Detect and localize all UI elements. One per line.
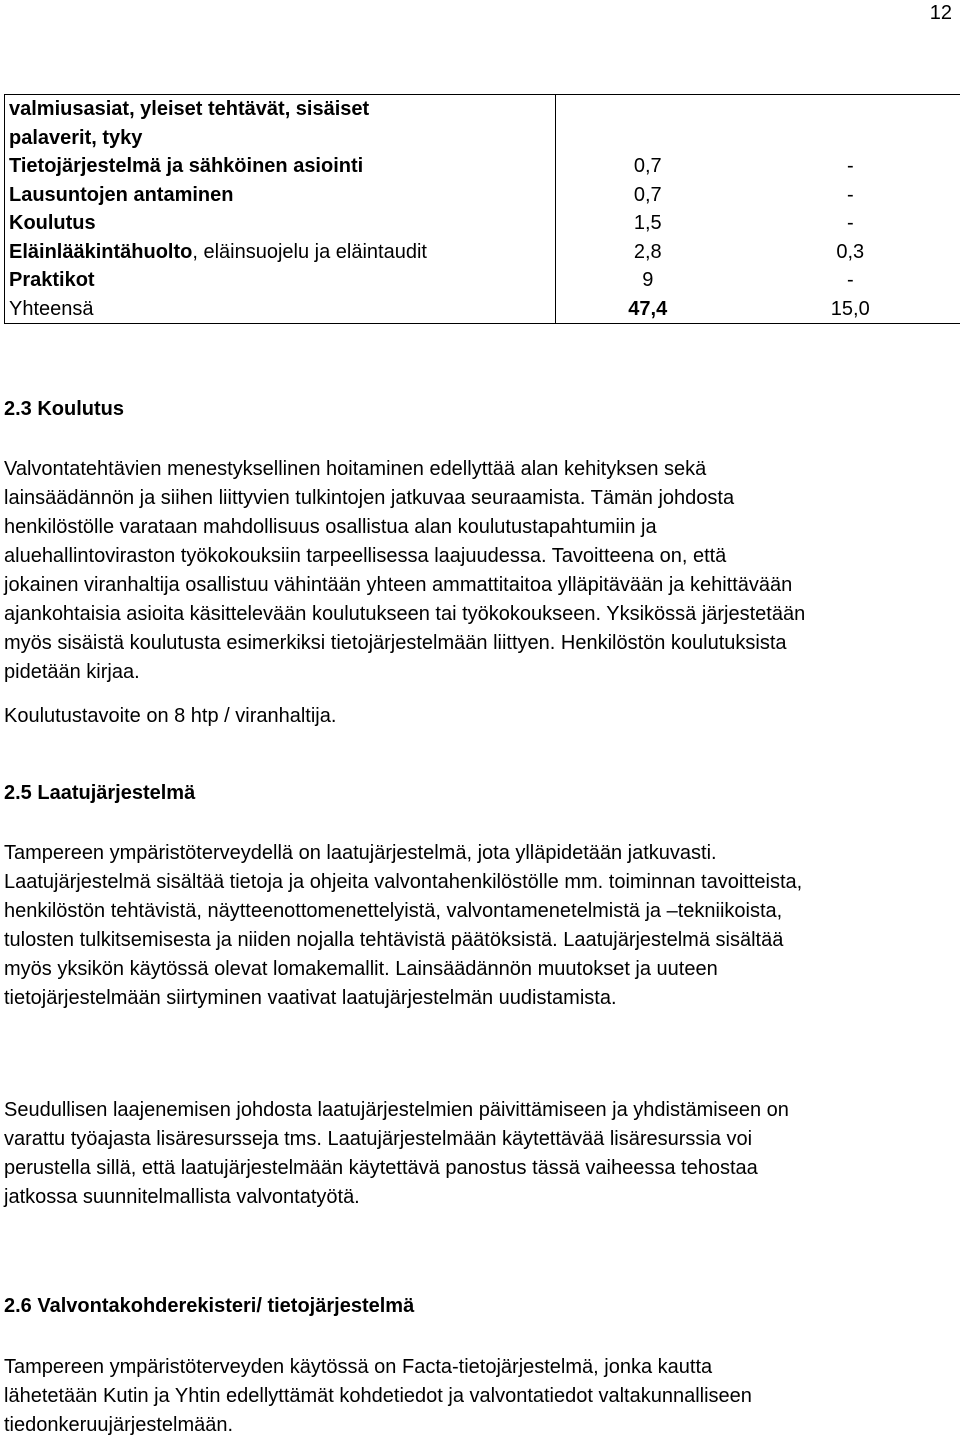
laajeneminen-paragraph: Seudullisen laajenemisen johdosta laatujärjestelmien päivittämiseen ja yhdistämiseen on varattu työajasta lisäresursseja tms. Laatujärjestelmään käytettävää lisäresurssia voi perustella sillä, että laatujärjestelmään käytettävä panostus tässä vaiheessa tehostaa jatkossa suunnitelmallista valvontatyötä.: [4, 1096, 952, 1212]
resource-table: [4, 94, 960, 324]
table-values-row: 2,8 0,3: [556, 238, 960, 267]
section-heading-laatujarjestelma: 2.5 Laatujärjestelmä: [4, 780, 195, 806]
koulutus-paragraph: Valvontatehtävien menestyksellinen hoitaminen edellyttää alan kehityksen sekä lainsäädännön ja siihen liittyvien tulkintojen jatkuvaa seuraamista. Tämän johdosta henkilöstölle varataan mahdollisuus osallistua alan koulutustapahtumiin ja aluehallintoviraston työkokouksiin tarpeellisessa laajuudessa. Tavoitteena on, että jokainen viranhaltija osallistuu vähintään yhteen ammattitaitoa ylläpitävään ja kehittävään ajankohtaisia asioita käsittelevään koulutukseen tai työkokoukseen. Yksikössä järjestetään myös sisäistä koulutusta esimerkiksi tietojärjestelmään liittyen. Henkilöstön koulutuksista pidetään kirjaa.: [4, 455, 952, 687]
laatujarjestelma-paragraph: Tampereen ympäristöterveydellä on laatujärjestelmä, jota ylläpidetään jatkuvasti. Laatujärjestelmä sisältää tietoja ja ohjeita valvontahenkilöstölle mm. toiminnan tavoitteista, henkilöstön tehtävistä, näytteenottomenettelyistä, valvontamenetelmistä ja –tekniikoista, tulosten tulkitsemisesta ja niiden nojalla tehtävistä päätöksistä. Laatujärjestelmä sisältää myös yksikön käytössä olevat lomakemallit. Lainsäädännön muutokset ja uuteen tietojärjestelmään siirtyminen vaativat laatujärjestelmän uudistamista.: [4, 839, 952, 1013]
table-values-row: 1,5 -: [556, 209, 960, 238]
table-row: [5, 95, 960, 324]
table-row-label: Eläinlääkintähuolto, eläinsuojelu ja eläintaudit: [9, 238, 555, 267]
table-total-row: 47,4 15,0: [556, 295, 960, 324]
table-row-label: Lausuntojen antaminen: [9, 181, 555, 210]
table-values-row: 0,7 -: [556, 181, 960, 210]
tietojarjestelma-paragraph: Tampereen ympäristöterveyden käytössä on Facta-tietojärjestelmä, jonka kautta lähetetään Kutin ja Yhtin edellyttämät kohdetiedot ja valvontatiedot valtakunnalliseen tiedonkeruujärjestelmään.: [4, 1353, 952, 1440]
section-heading-koulutus: 2.3 Koulutus: [4, 396, 124, 422]
table-values-row: 0,7 -: [556, 152, 960, 181]
table-row-label: palaverit, tyky: [9, 124, 555, 153]
table-values-row: [556, 95, 960, 124]
table-values-row: 9 -: [556, 266, 960, 295]
table-row-label: Tietojärjestelmä ja sähköinen asiointi: [9, 152, 555, 181]
koulutustavoite-text: Koulutustavoite on 8 htp / viranhaltija.: [4, 702, 952, 731]
table-values-row: [556, 124, 960, 153]
section-heading-valvontakohderekisteri: 2.6 Valvontakohderekisteri/ tietojärjestelmä: [4, 1293, 414, 1319]
table-row-label: Koulutus: [9, 209, 555, 238]
page-number: 12: [930, 2, 952, 25]
table-label-column: [5, 95, 556, 324]
table-row-label: Praktikot: [9, 266, 555, 295]
table-values-column: [556, 95, 960, 324]
table-row-label: valmiusasiat, yleiset tehtävät, sisäiset: [9, 95, 555, 124]
table-row-label: Yhteensä: [9, 295, 555, 324]
